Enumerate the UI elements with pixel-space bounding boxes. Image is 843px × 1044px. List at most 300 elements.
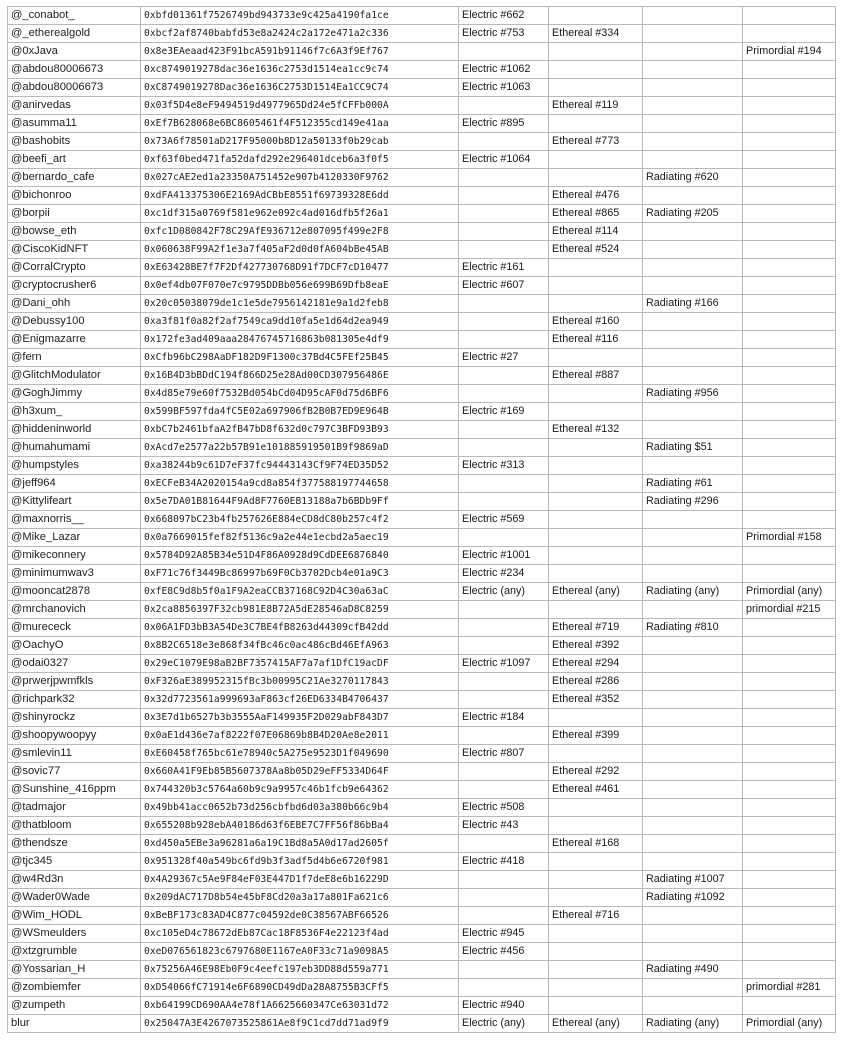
username-cell[interactable]: @beefi_art [8, 151, 141, 169]
radiating-cell[interactable]: Radiating #61 [643, 475, 743, 493]
radiating-cell[interactable]: Radiating #1092 [643, 889, 743, 907]
username-cell[interactable]: @mooncat2878 [8, 583, 141, 601]
wallet-address-cell[interactable]: 0xE63428BE7f7F2Df427730768D91f7DCF7cD10477 [141, 259, 459, 277]
primordial-cell[interactable] [743, 547, 836, 565]
primordial-cell[interactable] [743, 223, 836, 241]
primordial-cell[interactable] [743, 709, 836, 727]
primordial-cell[interactable] [743, 205, 836, 223]
ethereal-cell[interactable] [549, 745, 643, 763]
electric-cell[interactable]: Electric (any) [459, 583, 549, 601]
primordial-cell[interactable] [743, 151, 836, 169]
electric-cell[interactable] [459, 223, 549, 241]
username-cell[interactable]: @Wim_HODL [8, 907, 141, 925]
electric-cell[interactable] [459, 97, 549, 115]
radiating-cell[interactable] [643, 97, 743, 115]
primordial-cell[interactable] [743, 799, 836, 817]
radiating-cell[interactable] [643, 241, 743, 259]
wallet-address-cell[interactable]: 0x027cAE2ed1a23350A751452e907b4120330F9762 [141, 169, 459, 187]
ethereal-cell[interactable]: Ethereal #719 [549, 619, 643, 637]
primordial-cell[interactable] [743, 835, 836, 853]
radiating-cell[interactable] [643, 673, 743, 691]
radiating-cell[interactable] [643, 763, 743, 781]
radiating-cell[interactable] [643, 349, 743, 367]
electric-cell[interactable] [459, 871, 549, 889]
radiating-cell[interactable]: Radiating #296 [643, 493, 743, 511]
username-cell[interactable]: @odai0327 [8, 655, 141, 673]
username-cell[interactable]: @minimumwav3 [8, 565, 141, 583]
wallet-address-cell[interactable]: 0x5784D92A85B34e51D4F86A0928d9CdDEE6876840 [141, 547, 459, 565]
wallet-address-cell[interactable]: 0x2ca8856397F32cb981E8B72A5dE28546aD8C8259 [141, 601, 459, 619]
primordial-cell[interactable] [743, 565, 836, 583]
primordial-cell[interactable] [743, 619, 836, 637]
username-cell[interactable]: @abdou80006673 [8, 79, 141, 97]
wallet-address-cell[interactable]: 0x599BF597fda4fC5E02a697906fB2B0B7ED9E964B [141, 403, 459, 421]
wallet-address-cell[interactable]: 0xfE8C9d8b5f0a1F9A2eaCCB37168C92D4C30a63aC [141, 583, 459, 601]
radiating-cell[interactable]: Radiating (any) [643, 583, 743, 601]
electric-cell[interactable] [459, 691, 549, 709]
radiating-cell[interactable] [643, 403, 743, 421]
radiating-cell[interactable] [643, 925, 743, 943]
wallet-address-cell[interactable]: 0x20c05038079de1c1e5de7956142181e9a1d2feb8 [141, 295, 459, 313]
ethereal-cell[interactable] [549, 979, 643, 997]
username-cell[interactable]: @Kittylifeart [8, 493, 141, 511]
primordial-cell[interactable] [743, 7, 836, 25]
electric-cell[interactable] [459, 619, 549, 637]
wallet-address-cell[interactable]: 0xc8749019278dac36e1636c2753d1514ea1cc9c74 [141, 61, 459, 79]
electric-cell[interactable]: Electric #456 [459, 943, 549, 961]
wallet-address-cell[interactable]: 0xAcd7e2577a22b57B91e101885919501B9f9869aD [141, 439, 459, 457]
username-cell[interactable]: @Yossarian_H [8, 961, 141, 979]
radiating-cell[interactable] [643, 979, 743, 997]
username-cell[interactable]: @OachyO [8, 637, 141, 655]
primordial-cell[interactable] [743, 403, 836, 421]
ethereal-cell[interactable] [549, 511, 643, 529]
username-cell[interactable]: @richpark32 [8, 691, 141, 709]
ethereal-cell[interactable]: Ethereal #116 [549, 331, 643, 349]
primordial-cell[interactable] [743, 277, 836, 295]
electric-cell[interactable] [459, 907, 549, 925]
primordial-cell[interactable] [743, 61, 836, 79]
primordial-cell[interactable] [743, 745, 836, 763]
wallet-address-cell[interactable]: 0xa3f81f0a82f2af7549ca9dd10fa5e1d64d2ea949 [141, 313, 459, 331]
username-cell[interactable]: @zombiemfer [8, 979, 141, 997]
ethereal-cell[interactable]: Ethereal #294 [549, 655, 643, 673]
radiating-cell[interactable] [643, 511, 743, 529]
username-cell[interactable]: @mikeconnery [8, 547, 141, 565]
radiating-cell[interactable]: Radiating #490 [643, 961, 743, 979]
electric-cell[interactable]: Electric #1064 [459, 151, 549, 169]
electric-cell[interactable] [459, 475, 549, 493]
radiating-cell[interactable] [643, 709, 743, 727]
ethereal-cell[interactable] [549, 385, 643, 403]
primordial-cell[interactable] [743, 367, 836, 385]
electric-cell[interactable]: Electric #1001 [459, 547, 549, 565]
electric-cell[interactable] [459, 385, 549, 403]
primordial-cell[interactable] [743, 781, 836, 799]
primordial-cell[interactable]: primordial #281 [743, 979, 836, 997]
ethereal-cell[interactable]: Ethereal #524 [549, 241, 643, 259]
username-cell[interactable]: @asumma11 [8, 115, 141, 133]
ethereal-cell[interactable]: Ethereal #773 [549, 133, 643, 151]
electric-cell[interactable] [459, 331, 549, 349]
electric-cell[interactable]: Electric #807 [459, 745, 549, 763]
radiating-cell[interactable] [643, 655, 743, 673]
electric-cell[interactable] [459, 493, 549, 511]
radiating-cell[interactable] [643, 61, 743, 79]
primordial-cell[interactable] [743, 655, 836, 673]
ethereal-cell[interactable] [549, 61, 643, 79]
primordial-cell[interactable]: Primordial (any) [743, 583, 836, 601]
electric-cell[interactable]: Electric #161 [459, 259, 549, 277]
primordial-cell[interactable] [743, 259, 836, 277]
radiating-cell[interactable] [643, 151, 743, 169]
primordial-cell[interactable] [743, 997, 836, 1015]
wallet-address-cell[interactable]: 0x8e3EAeaad423F91bcA591b91146f7c6A3f9Ef767 [141, 43, 459, 61]
electric-cell[interactable] [459, 205, 549, 223]
ethereal-cell[interactable] [549, 403, 643, 421]
radiating-cell[interactable] [643, 781, 743, 799]
wallet-address-cell[interactable]: 0x32d7723561a999693aF863cf26ED6334B4706437 [141, 691, 459, 709]
radiating-cell[interactable]: Radiating #166 [643, 295, 743, 313]
username-cell[interactable]: @w4Rd3n [8, 871, 141, 889]
primordial-cell[interactable]: Primordial #194 [743, 43, 836, 61]
wallet-address-cell[interactable]: 0xd450a5EBe3a96281a6a19C1Bd8a5A0d17ad2605f [141, 835, 459, 853]
wallet-address-cell[interactable]: 0x16B4D3bBDdC194f866D25e28Ad00CD307956486E [141, 367, 459, 385]
ethereal-cell[interactable] [549, 529, 643, 547]
electric-cell[interactable]: Electric #895 [459, 115, 549, 133]
electric-cell[interactable] [459, 241, 549, 259]
primordial-cell[interactable] [743, 421, 836, 439]
ethereal-cell[interactable] [549, 547, 643, 565]
username-cell[interactable]: @h3xum_ [8, 403, 141, 421]
primordial-cell[interactable] [743, 889, 836, 907]
wallet-address-cell[interactable]: 0xeD076561823c6797680E1167eA0F33c71a9098A5 [141, 943, 459, 961]
username-cell[interactable]: @bernardo_cafe [8, 169, 141, 187]
primordial-cell[interactable] [743, 925, 836, 943]
username-cell[interactable]: @bowse_eth [8, 223, 141, 241]
ethereal-cell[interactable] [549, 709, 643, 727]
wallet-address-cell[interactable]: 0xBeBF173c83AD4C877c04592de0C38567ABF66526 [141, 907, 459, 925]
electric-cell[interactable]: Electric #313 [459, 457, 549, 475]
electric-cell[interactable] [459, 439, 549, 457]
electric-cell[interactable]: Electric #508 [459, 799, 549, 817]
ethereal-cell[interactable]: Ethereal #392 [549, 637, 643, 655]
electric-cell[interactable]: Electric #184 [459, 709, 549, 727]
wallet-address-cell[interactable]: 0xbcf2af8740babfd53e8a2424c2a172e471a2c336 [141, 25, 459, 43]
username-cell[interactable]: @Wader0Wade [8, 889, 141, 907]
primordial-cell[interactable] [743, 673, 836, 691]
electric-cell[interactable] [459, 781, 549, 799]
wallet-address-cell[interactable]: 0x06A1FD3bB3A54De3C7BE4fB8263d44309cfB42dd [141, 619, 459, 637]
electric-cell[interactable]: Electric #234 [459, 565, 549, 583]
username-cell[interactable]: @Enigmazarre [8, 331, 141, 349]
ethereal-cell[interactable] [549, 115, 643, 133]
ethereal-cell[interactable]: Ethereal #865 [549, 205, 643, 223]
wallet-address-cell[interactable]: 0x75256A46E98Eb0F9c4eefc197eb3DD88d559a771 [141, 961, 459, 979]
electric-cell[interactable]: Electric #27 [459, 349, 549, 367]
radiating-cell[interactable] [643, 223, 743, 241]
electric-cell[interactable] [459, 889, 549, 907]
radiating-cell[interactable] [643, 277, 743, 295]
electric-cell[interactable]: Electric #1062 [459, 61, 549, 79]
electric-cell[interactable] [459, 529, 549, 547]
ethereal-cell[interactable]: Ethereal #334 [549, 25, 643, 43]
ethereal-cell[interactable] [549, 43, 643, 61]
electric-cell[interactable] [459, 313, 549, 331]
username-cell[interactable]: @bichonroo [8, 187, 141, 205]
wallet-address-cell[interactable]: 0x29eC1079E98aB2BF7357415AF7a7af1DfC19acDF [141, 655, 459, 673]
ethereal-cell[interactable] [549, 943, 643, 961]
wallet-address-cell[interactable]: 0xb64199CD690AA4e78f1A6625660347Ce63031d72 [141, 997, 459, 1015]
wallet-address-cell[interactable]: 0x0a7669015fef82f5136c9a2e44e1ecbd2a5aec19 [141, 529, 459, 547]
radiating-cell[interactable] [643, 367, 743, 385]
radiating-cell[interactable] [643, 457, 743, 475]
radiating-cell[interactable] [643, 7, 743, 25]
ethereal-cell[interactable]: Ethereal #461 [549, 781, 643, 799]
ethereal-cell[interactable]: Ethereal #352 [549, 691, 643, 709]
username-cell[interactable]: @CiscoKidNFT [8, 241, 141, 259]
primordial-cell[interactable] [743, 25, 836, 43]
primordial-cell[interactable] [743, 349, 836, 367]
wallet-address-cell[interactable]: 0x4d85e79e60f7532Bd054bCd04D95cAF0d75d6BF6 [141, 385, 459, 403]
wallet-address-cell[interactable]: 0x49bb41acc0652b73d256cbfbd6d03a380b66c9b4 [141, 799, 459, 817]
username-cell[interactable]: @GlitchModulator [8, 367, 141, 385]
ethereal-cell[interactable] [549, 961, 643, 979]
username-cell[interactable]: @shinyrockz [8, 709, 141, 727]
wallet-address-cell[interactable]: 0xfc1D080842F78C29AfE936712e807095f499e2F8 [141, 223, 459, 241]
ethereal-cell[interactable]: Ethereal #168 [549, 835, 643, 853]
username-cell[interactable]: @Debussy100 [8, 313, 141, 331]
username-cell[interactable]: @GoghJimmy [8, 385, 141, 403]
electric-cell[interactable]: Electric #940 [459, 997, 549, 1015]
radiating-cell[interactable] [643, 727, 743, 745]
primordial-cell[interactable] [743, 907, 836, 925]
radiating-cell[interactable]: Radiating (any) [643, 1015, 743, 1033]
ethereal-cell[interactable] [549, 799, 643, 817]
wallet-address-cell[interactable]: 0xF326aE389952315fBc3b00995C21Ae3270117843 [141, 673, 459, 691]
primordial-cell[interactable] [743, 871, 836, 889]
ethereal-cell[interactable]: Ethereal #292 [549, 763, 643, 781]
radiating-cell[interactable]: Radiating #620 [643, 169, 743, 187]
wallet-address-cell[interactable]: 0xEf7B628068e6BC8605461f4F512355cd149e41aa [141, 115, 459, 133]
wallet-address-cell[interactable]: 0xc105eD4c78672dEb87Cac18F8536F4e22123f4ad [141, 925, 459, 943]
electric-cell[interactable] [459, 367, 549, 385]
primordial-cell[interactable] [743, 853, 836, 871]
electric-cell[interactable] [459, 979, 549, 997]
wallet-address-cell[interactable]: 0xbC7b2461bfaA2fB47bD8f632d0c797C3BFD93B93 [141, 421, 459, 439]
wallet-address-cell[interactable]: 0x73A6f78501aD217F95000b8D12a50133f0b29cab [141, 133, 459, 151]
radiating-cell[interactable] [643, 745, 743, 763]
ethereal-cell[interactable]: Ethereal #399 [549, 727, 643, 745]
ethereal-cell[interactable] [549, 439, 643, 457]
ethereal-cell[interactable] [549, 151, 643, 169]
radiating-cell[interactable] [643, 691, 743, 709]
wallet-address-cell[interactable]: 0xbfd01361f7526749bd943733e9c425a4190fa1ce [141, 7, 459, 25]
ethereal-cell[interactable] [549, 79, 643, 97]
ethereal-cell[interactable] [549, 889, 643, 907]
primordial-cell[interactable] [743, 313, 836, 331]
radiating-cell[interactable] [643, 313, 743, 331]
electric-cell[interactable] [459, 169, 549, 187]
electric-cell[interactable]: Electric #945 [459, 925, 549, 943]
primordial-cell[interactable] [743, 385, 836, 403]
electric-cell[interactable] [459, 43, 549, 61]
username-cell[interactable]: @smlevin11 [8, 745, 141, 763]
ethereal-cell[interactable]: Ethereal #119 [549, 97, 643, 115]
radiating-cell[interactable] [643, 943, 743, 961]
primordial-cell[interactable] [743, 331, 836, 349]
wallet-address-cell[interactable]: 0xc1df315a0769f581e962e092c4ad016dfb5f26a1 [141, 205, 459, 223]
username-cell[interactable]: @prwerjpwmfkls [8, 673, 141, 691]
electric-cell[interactable] [459, 187, 549, 205]
primordial-cell[interactable] [743, 79, 836, 97]
radiating-cell[interactable]: Radiating $51 [643, 439, 743, 457]
ethereal-cell[interactable]: Ethereal #476 [549, 187, 643, 205]
primordial-cell[interactable] [743, 817, 836, 835]
wallet-address-cell[interactable]: 0xCfb96bC298AaDF182D9F1300c37Bd4C5FEf25B45 [141, 349, 459, 367]
wallet-address-cell[interactable]: 0x4A29367c5Ae9F84eF03E447D1f7deE8e6b16229D [141, 871, 459, 889]
electric-cell[interactable]: Electric #418 [459, 853, 549, 871]
wallet-address-cell[interactable]: 0xC8749019278Dac36e1636C2753D1514Ea1CC9C74 [141, 79, 459, 97]
wallet-address-cell[interactable]: 0x660A41F9Eb85B5607378Aa8b05D29eFF5334D64F [141, 763, 459, 781]
ethereal-cell[interactable]: Ethereal #114 [549, 223, 643, 241]
wallet-address-cell[interactable]: 0x951328f40a549bc6fd9b3f3adf5d4b6e6720f981 [141, 853, 459, 871]
radiating-cell[interactable] [643, 331, 743, 349]
radiating-cell[interactable] [643, 79, 743, 97]
electric-cell[interactable] [459, 961, 549, 979]
username-cell[interactable]: @anirvedas [8, 97, 141, 115]
wallet-address-cell[interactable]: 0x0aE1d436e7af8222f07E06869b8B4D20Ae8e2011 [141, 727, 459, 745]
primordial-cell[interactable] [743, 295, 836, 313]
username-cell[interactable]: @maxnorris__ [8, 511, 141, 529]
radiating-cell[interactable] [643, 997, 743, 1015]
radiating-cell[interactable] [643, 907, 743, 925]
ethereal-cell[interactable] [549, 277, 643, 295]
wallet-address-cell[interactable]: 0xD54066fC71914e6F6890CD49dDa28A8755B3CFf5 [141, 979, 459, 997]
username-cell[interactable]: @Sunshine_416ppm [8, 781, 141, 799]
primordial-cell[interactable] [743, 241, 836, 259]
primordial-cell[interactable] [743, 187, 836, 205]
electric-cell[interactable]: Electric #569 [459, 511, 549, 529]
wallet-address-cell[interactable]: 0xE60458f765bc61e78940c5A275e9523D1f049690 [141, 745, 459, 763]
username-cell[interactable]: @murececk [8, 619, 141, 637]
primordial-cell[interactable]: Primordial (any) [743, 1015, 836, 1033]
primordial-cell[interactable] [743, 691, 836, 709]
primordial-cell[interactable] [743, 727, 836, 745]
wallet-address-cell[interactable]: 0x0ef4db07F070e7c9795DDBb056e699B69Dfb8eaE [141, 277, 459, 295]
username-cell[interactable]: @0xJava [8, 43, 141, 61]
electric-cell[interactable]: Electric #607 [459, 277, 549, 295]
radiating-cell[interactable] [643, 133, 743, 151]
radiating-cell[interactable] [643, 529, 743, 547]
electric-cell[interactable]: Electric #753 [459, 25, 549, 43]
ethereal-cell[interactable] [549, 493, 643, 511]
ethereal-cell[interactable] [549, 475, 643, 493]
radiating-cell[interactable]: Radiating #956 [643, 385, 743, 403]
ethereal-cell[interactable]: Ethereal #887 [549, 367, 643, 385]
wallet-address-cell[interactable]: 0xf63f0bed471fa52dafd292e296401dceb6a3f0f5 [141, 151, 459, 169]
radiating-cell[interactable] [643, 259, 743, 277]
wallet-address-cell[interactable]: 0xECFeB34A2020154a9cd8a854f377588197744658 [141, 475, 459, 493]
primordial-cell[interactable] [743, 439, 836, 457]
ethereal-cell[interactable]: Ethereal (any) [549, 583, 643, 601]
username-cell[interactable]: @cryptocrusher6 [8, 277, 141, 295]
primordial-cell[interactable] [743, 115, 836, 133]
wallet-address-cell[interactable]: 0xF71c76f3449Bc86997b69F0Cb3702Dcb4e01a9C3 [141, 565, 459, 583]
radiating-cell[interactable] [643, 115, 743, 133]
ethereal-cell[interactable] [549, 349, 643, 367]
primordial-cell[interactable] [743, 475, 836, 493]
primordial-cell[interactable] [743, 637, 836, 655]
ethereal-cell[interactable] [549, 169, 643, 187]
wallet-address-cell[interactable]: 0x668097bC23b4fb257626E884eCD8dC80b257c4f2 [141, 511, 459, 529]
ethereal-cell[interactable] [549, 925, 643, 943]
username-cell[interactable]: @borpii [8, 205, 141, 223]
username-cell[interactable]: @humahumami [8, 439, 141, 457]
ethereal-cell[interactable]: Ethereal #716 [549, 907, 643, 925]
electric-cell[interactable] [459, 637, 549, 655]
electric-cell[interactable] [459, 133, 549, 151]
primordial-cell[interactable] [743, 961, 836, 979]
radiating-cell[interactable]: Radiating #810 [643, 619, 743, 637]
ethereal-cell[interactable] [549, 259, 643, 277]
username-cell[interactable]: @bashobits [8, 133, 141, 151]
radiating-cell[interactable] [643, 421, 743, 439]
radiating-cell[interactable] [643, 799, 743, 817]
primordial-cell[interactable]: primordial #215 [743, 601, 836, 619]
ethereal-cell[interactable] [549, 457, 643, 475]
radiating-cell[interactable] [643, 601, 743, 619]
ethereal-cell[interactable] [549, 7, 643, 25]
ethereal-cell[interactable]: Ethereal #132 [549, 421, 643, 439]
username-cell[interactable]: @thendsze [8, 835, 141, 853]
electric-cell[interactable] [459, 763, 549, 781]
radiating-cell[interactable] [643, 43, 743, 61]
radiating-cell[interactable] [643, 637, 743, 655]
username-cell[interactable]: @_etherealgold [8, 25, 141, 43]
username-cell[interactable]: @hiddeninworld [8, 421, 141, 439]
username-cell[interactable]: blur [8, 1015, 141, 1033]
ethereal-cell[interactable]: Ethereal (any) [549, 1015, 643, 1033]
electric-cell[interactable] [459, 421, 549, 439]
radiating-cell[interactable] [643, 547, 743, 565]
primordial-cell[interactable] [743, 943, 836, 961]
electric-cell[interactable] [459, 673, 549, 691]
username-cell[interactable]: @sovic77 [8, 763, 141, 781]
username-cell[interactable]: @xtzgrumble [8, 943, 141, 961]
radiating-cell[interactable]: Radiating #1007 [643, 871, 743, 889]
radiating-cell[interactable] [643, 835, 743, 853]
electric-cell[interactable]: Electric #169 [459, 403, 549, 421]
electric-cell[interactable]: Electric #662 [459, 7, 549, 25]
ethereal-cell[interactable] [549, 997, 643, 1015]
username-cell[interactable]: @tadmajor [8, 799, 141, 817]
primordial-cell[interactable] [743, 97, 836, 115]
ethereal-cell[interactable] [549, 817, 643, 835]
ethereal-cell[interactable] [549, 871, 643, 889]
wallet-address-cell[interactable]: 0x060638F99A2f1e3a7f405aF2d0d0fA604bBe45AB [141, 241, 459, 259]
electric-cell[interactable]: Electric #43 [459, 817, 549, 835]
primordial-cell[interactable] [743, 457, 836, 475]
ethereal-cell[interactable] [549, 295, 643, 313]
primordial-cell[interactable] [743, 133, 836, 151]
username-cell[interactable]: @zumpeth [8, 997, 141, 1015]
radiating-cell[interactable] [643, 817, 743, 835]
radiating-cell[interactable]: Radiating #205 [643, 205, 743, 223]
wallet-address-cell[interactable]: 0x209dAC717D8b54e45bF8Cd20a3a17a801Fa621c6 [141, 889, 459, 907]
wallet-address-cell[interactable]: 0x744320b3c5764a60b9c9a9957c46b1fcb9e64362 [141, 781, 459, 799]
username-cell[interactable]: @_conabot_ [8, 7, 141, 25]
